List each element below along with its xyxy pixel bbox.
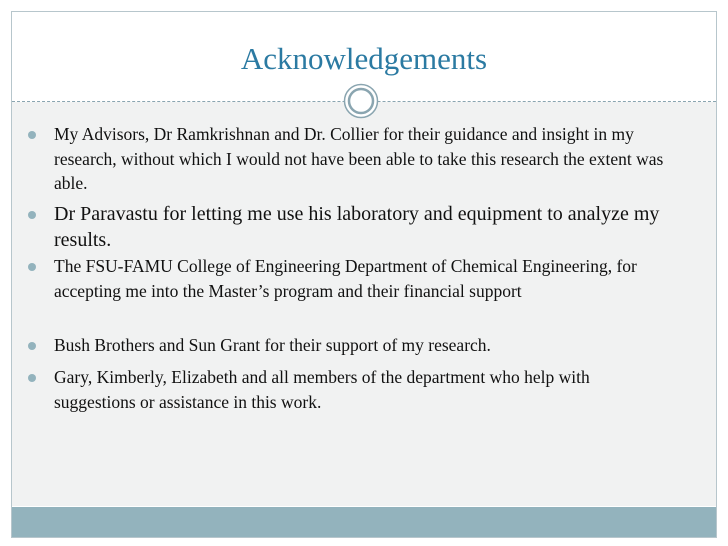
bullet-item xyxy=(32,201,672,253)
double-circle-divider-icon xyxy=(343,83,379,119)
bullet-text: Bush Brothers and Sun Grant for their support of my research. xyxy=(54,335,491,355)
bullet-text: Gary, Kimberly, Elizabeth and all members of the department who help with suggestions or assistance in this work. xyxy=(54,367,590,412)
bullet-item xyxy=(32,122,672,196)
slide-title: Acknowledgements xyxy=(240,41,488,76)
footer-bar xyxy=(12,507,716,537)
bullet-text: Dr Paravastu for letting me use his laboratory and equipment to analyze my results. xyxy=(54,203,660,251)
content-area xyxy=(12,102,716,506)
bullet-dot-icon xyxy=(28,263,36,271)
bullet-dot-icon xyxy=(28,211,36,219)
bullet-item xyxy=(32,333,672,358)
bullet-text: The FSU-FAMU College of Engineering Department of Chemical Engineering, for accepting me into the Master’s program and their financial support xyxy=(54,256,637,301)
bullet-item xyxy=(32,365,672,414)
bullet-text: My Advisors, Dr Ramkrishnan and Dr. Collier for their guidance and insight in my research, without which I would not have been able to take this research the extent was able. xyxy=(54,124,664,193)
bullet-dot-icon xyxy=(28,131,36,139)
bullet-dot-icon xyxy=(28,374,36,382)
bullet-item xyxy=(32,254,672,303)
bullet-dot-icon xyxy=(28,342,36,350)
